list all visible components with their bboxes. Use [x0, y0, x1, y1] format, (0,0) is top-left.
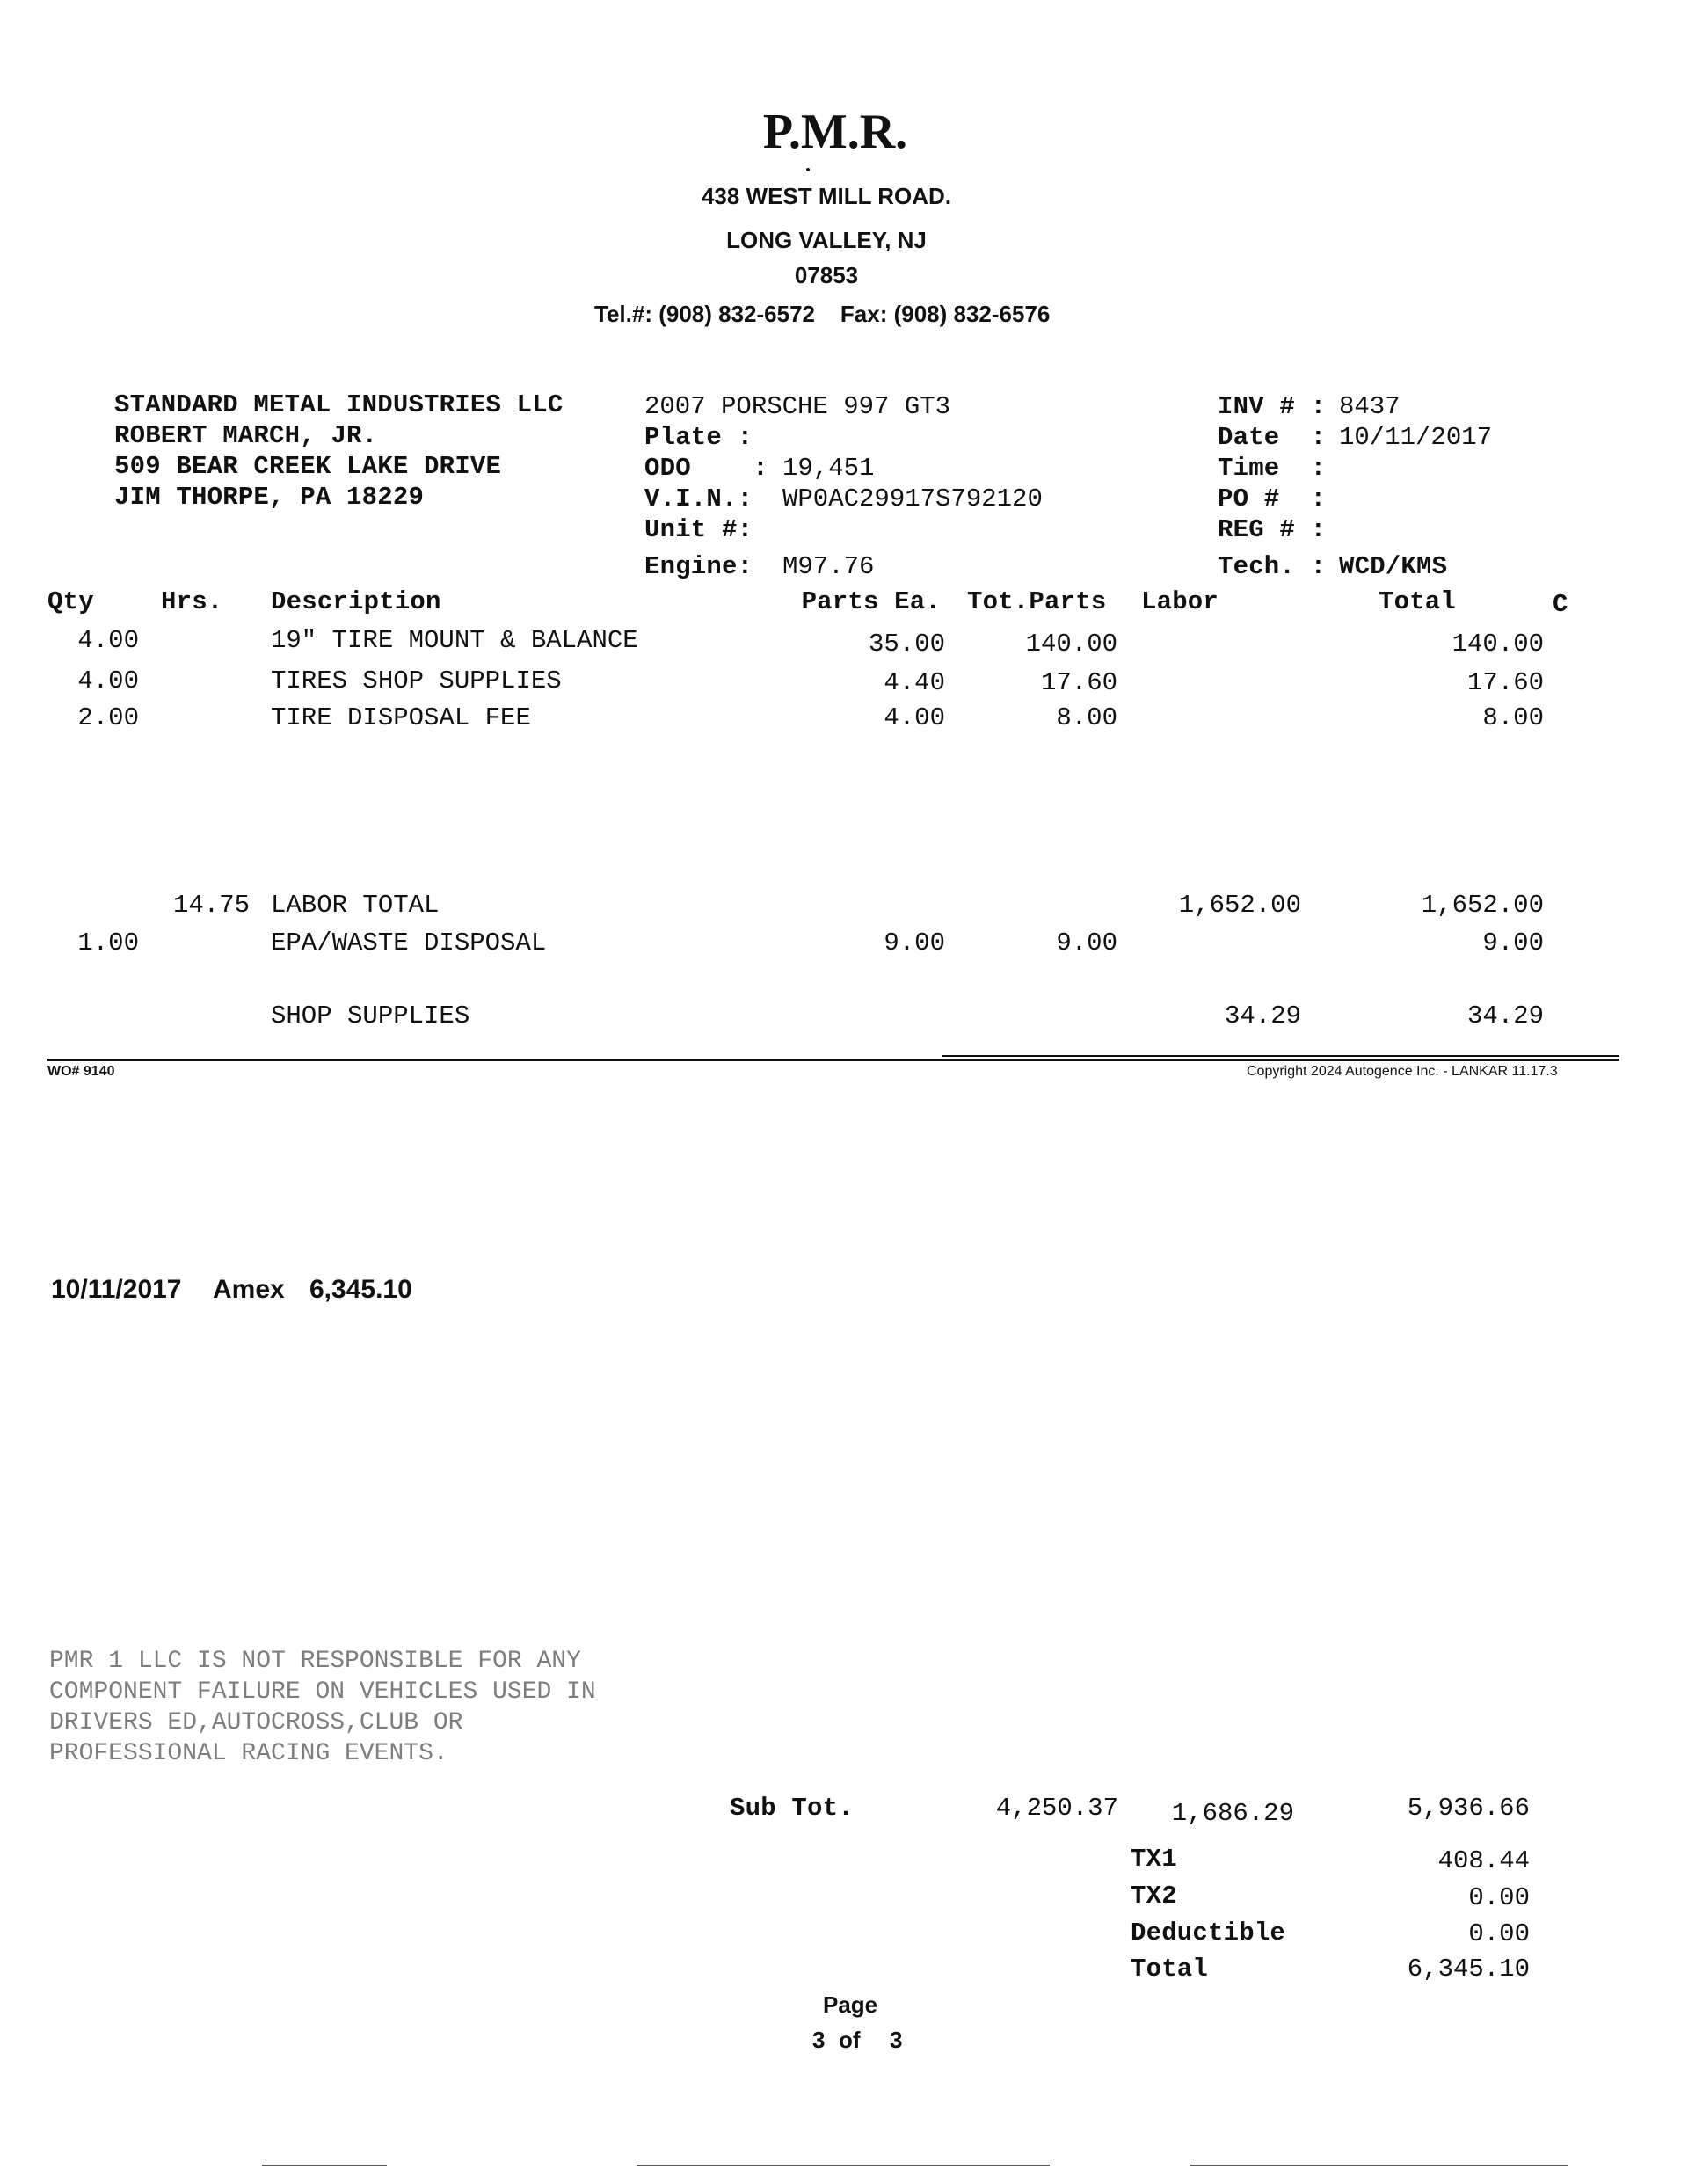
- inv-value: 8437: [1339, 392, 1401, 421]
- vehicle-model: 2007 PORSCHE 997 GT3: [644, 392, 951, 421]
- deductible-value: 0.00: [1468, 1919, 1530, 1948]
- col-description: Description: [271, 587, 441, 616]
- col-qty: Qty: [47, 587, 94, 616]
- shop-zip: 07853: [794, 262, 859, 288]
- vehicle-vin-value: WP0AC29917S792120: [782, 484, 1043, 513]
- page-current: 3: [812, 2027, 826, 2053]
- customer-company: STANDARD METAL INDUSTRIES LLC: [114, 390, 564, 419]
- description-cell: LABOR TOTAL: [271, 891, 440, 920]
- labor-cell: 34.29: [1224, 1001, 1301, 1030]
- customer-street: 509 BEAR CREEK LAKE DRIVE: [114, 452, 502, 481]
- copyright-notice: Copyright 2024 Autogence Inc. - LANKAR 11.17.3: [1247, 1064, 1558, 1079]
- grand-total-value: 6,345.10: [1407, 1955, 1530, 1984]
- date-label: Date :: [1218, 423, 1327, 452]
- vehicle-unit-label: Unit #:: [644, 515, 753, 544]
- col-tot-parts: Tot.Parts: [967, 587, 1107, 616]
- customer-contact: ROBERT MARCH, JR.: [114, 421, 378, 450]
- parts-ea-cell: 4.00: [884, 703, 945, 732]
- signature-line-right: [1190, 2165, 1568, 2166]
- subtotal-parts: 4,250.37: [995, 1794, 1118, 1823]
- qty-cell: 2.00: [77, 703, 139, 732]
- payment-amount: 6,345.10: [309, 1275, 412, 1304]
- subtotal-labor: 1,686.29: [1171, 1799, 1294, 1828]
- vehicle-engine-value: M97.76: [782, 552, 875, 581]
- parts-ea-cell: 4.40: [884, 668, 945, 697]
- description-cell: 19" TIRE MOUNT & BALANCE: [271, 626, 638, 655]
- vehicle-odo-label: ODO :: [644, 454, 768, 483]
- payment-date: 10/11/2017: [51, 1275, 182, 1304]
- description-cell: TIRES SHOP SUPPLIES: [271, 666, 562, 695]
- tx2-label: TX2: [1131, 1882, 1177, 1911]
- tx2-value: 0.00: [1468, 1883, 1530, 1912]
- shop-address-line2: LONG VALLEY, NJ: [726, 227, 927, 253]
- tx1-label: TX1: [1131, 1845, 1177, 1874]
- qty-cell: 4.00: [77, 626, 139, 655]
- date-value: 10/11/2017: [1339, 423, 1493, 452]
- total-cell: 8.00: [1482, 703, 1544, 732]
- total-cell: 17.60: [1466, 668, 1544, 697]
- parts-ea-cell: 35.00: [868, 630, 945, 659]
- page-of-label: of: [839, 2027, 861, 2053]
- payment-method: Amex: [213, 1275, 285, 1304]
- description-cell: EPA/WASTE DISPOSAL: [271, 928, 547, 957]
- tot-parts-cell: 8.00: [1056, 703, 1117, 732]
- tech-value: WCD/KMS: [1339, 552, 1448, 581]
- shop-name: P.M.R.: [762, 105, 908, 159]
- col-total: Total: [1379, 587, 1457, 616]
- customer-city: JIM THORPE, PA 18229: [114, 483, 425, 512]
- footer-rule: [47, 1059, 1619, 1061]
- qty-cell: 4.00: [77, 666, 139, 695]
- vehicle-vin-label: V.I.N.:: [644, 484, 753, 513]
- shop-phone-fax: Tel.#: (908) 832-6572 Fax: (908) 832-6576: [594, 301, 1051, 327]
- page-total: 3: [890, 2027, 903, 2053]
- tot-parts-cell: 9.00: [1056, 928, 1117, 957]
- total-cell: 1,652.00: [1421, 891, 1544, 920]
- total-cell: 34.29: [1466, 1001, 1544, 1030]
- tx1-value: 408.44: [1437, 1846, 1530, 1875]
- qty-cell: 1.00: [77, 928, 139, 957]
- total-cell: 140.00: [1452, 630, 1544, 659]
- footer-rule-upper: [942, 1055, 1619, 1057]
- tot-parts-cell: 17.60: [1040, 668, 1117, 697]
- description-cell: SHOP SUPPLIES: [271, 1001, 470, 1030]
- col-parts-ea: Parts Ea.: [801, 587, 941, 616]
- disclaimer-line: COMPONENT FAILURE ON VEHICLES USED IN: [49, 1678, 596, 1706]
- labor-cell: 1,652.00: [1178, 891, 1301, 920]
- disclaimer-line: PROFESSIONAL RACING EVENTS.: [49, 1740, 448, 1767]
- vehicle-odo-value: 19,451: [782, 454, 875, 483]
- inv-label: INV # :: [1218, 392, 1327, 421]
- work-order-number: WO# 9140: [47, 1064, 115, 1079]
- disclaimer-line: DRIVERS ED,AUTOCROSS,CLUB OR: [49, 1709, 463, 1736]
- po-label: PO # :: [1218, 484, 1327, 513]
- total-cell: 9.00: [1482, 928, 1544, 957]
- grand-total-label: Total: [1131, 1955, 1209, 1984]
- subtotal-label: Sub Tot.: [730, 1794, 854, 1823]
- description-cell: TIRE DISPOSAL FEE: [271, 703, 531, 732]
- shop-address-line1: 438 WEST MILL ROAD.: [701, 183, 952, 209]
- page-label: Page: [823, 1991, 878, 2018]
- hrs-cell: 14.75: [172, 891, 250, 920]
- col-hrs: Hrs.: [161, 587, 223, 616]
- dot-mark: [806, 168, 810, 171]
- disclaimer-line: PMR 1 LLC IS NOT RESPONSIBLE FOR ANY: [49, 1648, 581, 1675]
- tot-parts-cell: 140.00: [1025, 630, 1117, 659]
- tech-label: Tech. :: [1218, 552, 1327, 581]
- col-labor: Labor: [1141, 587, 1219, 616]
- col-c: C: [1553, 590, 1568, 619]
- vehicle-engine-label: Engine:: [644, 552, 753, 581]
- reg-label: REG # :: [1218, 515, 1327, 544]
- parts-ea-cell: 9.00: [884, 928, 945, 957]
- signature-line-left: [262, 2165, 387, 2166]
- vehicle-plate-label: Plate :: [644, 423, 753, 452]
- signature-line-center: [637, 2165, 1050, 2166]
- time-label: Time :: [1218, 454, 1327, 483]
- deductible-label: Deductible: [1131, 1918, 1286, 1947]
- subtotal-total: 5,936.66: [1407, 1794, 1530, 1823]
